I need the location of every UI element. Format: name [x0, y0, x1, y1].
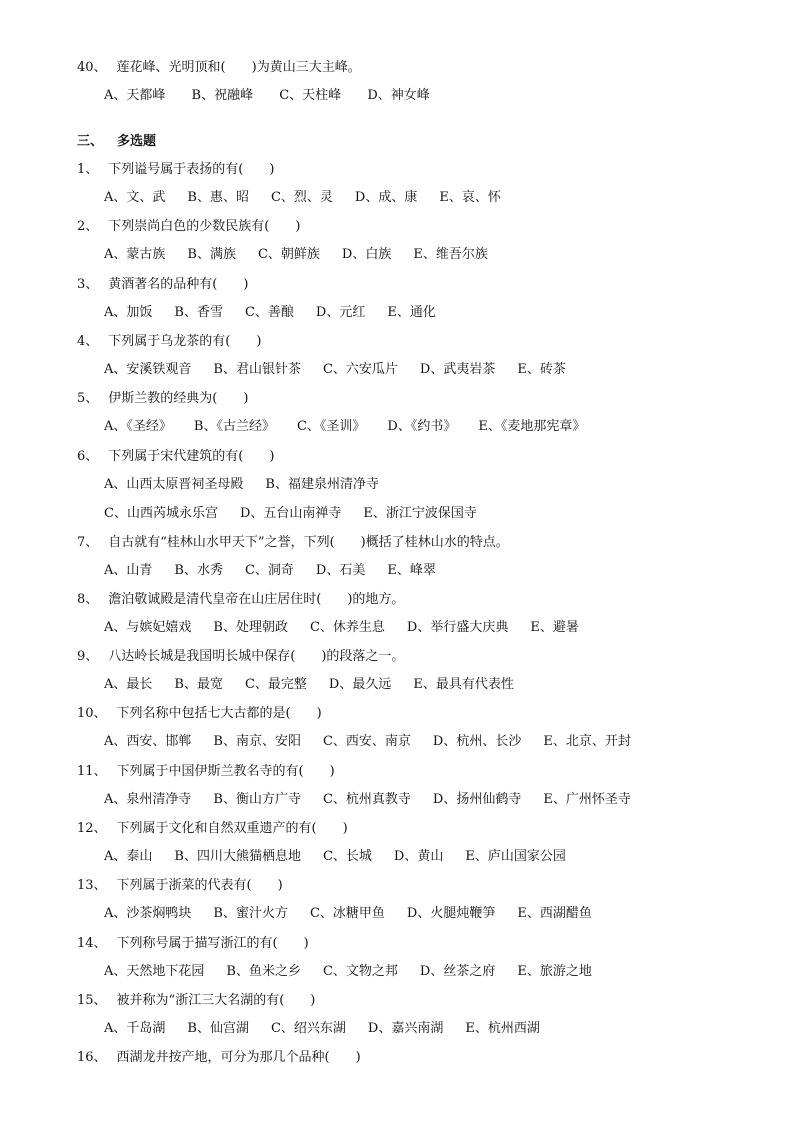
option: C、山西芮城永乐宫 [104, 505, 218, 521]
question-number: 3、 [77, 276, 99, 292]
question-14 [77, 935, 309, 953]
option: D、神女峰 [367, 88, 430, 103]
question-8 [77, 591, 404, 609]
option: D、最久远 [328, 677, 392, 693]
options-40 [104, 87, 452, 105]
option: B、君山银针茶 [213, 361, 301, 377]
options-7 [104, 562, 458, 580]
question-text: 自古就有“桂林山水甲天下”之誉，下列( )概括了桂林山水的特点。 [108, 534, 509, 550]
section-heading [77, 133, 156, 151]
option: A、加饭 [104, 304, 153, 320]
option: A、最长 [104, 677, 153, 693]
options-2 [104, 246, 510, 264]
option: E、旅游之地 [517, 963, 592, 979]
option: A、泰山 [104, 849, 153, 864]
option: C、天柱峰 [279, 88, 342, 103]
options-10 [104, 733, 653, 751]
option: C、善酿 [244, 304, 294, 320]
question-number: 5、 [77, 391, 99, 407]
question-7 [77, 534, 509, 552]
option: D、《约书》 [387, 419, 457, 435]
option: C、《圣训》 [296, 419, 366, 435]
options-14 [104, 963, 614, 981]
question-text: 下列谥号属于表扬的有( ) [108, 162, 275, 177]
question-text: 西湖龙井按产地，可分为那几个品种( ) [116, 1050, 361, 1066]
question-text: 莲花峰、光明顶和( )为黄山三大主峰。 [116, 60, 361, 75]
option: D、嘉兴南湖 [367, 1020, 444, 1036]
question-12 [77, 820, 348, 838]
option: E、通化 [387, 304, 436, 320]
option: A、西安、邯郸 [104, 734, 192, 750]
option: B、惠、昭 [187, 190, 249, 205]
option: C、烈、灵 [270, 190, 333, 205]
option: E、杭州西湖 [465, 1020, 540, 1036]
option: C、西安、南京 [322, 734, 411, 750]
question-text: 下列属于浙菜的代表有( ) [116, 878, 283, 894]
option: D、火腿炖鞭笋 [406, 906, 496, 922]
option: A、天都峰 [104, 88, 166, 103]
option: B、香雪 [174, 304, 223, 320]
option: E、《麦地那宪章》 [478, 419, 586, 435]
question-text: 被并称为“浙江三大名湖的有( ) [116, 992, 316, 1008]
options-12 [104, 848, 588, 866]
question-text: 下列崇尚白色的少数民族有( ) [108, 219, 301, 235]
option: B、鱼米之乡 [226, 963, 301, 979]
question-number: 11、 [77, 763, 107, 779]
option: B、四川大熊猫栖息地 [174, 849, 301, 864]
section-title: 多选题 [117, 134, 157, 149]
question-9 [77, 648, 404, 666]
option: C、洞奇 [244, 562, 294, 578]
option: C、杭州真教寺 [322, 791, 411, 807]
question-number: 9、 [77, 649, 99, 665]
question-1 [77, 161, 274, 179]
question-text: 伊斯兰教的经典为( ) [108, 391, 249, 407]
option: A、文、武 [104, 190, 166, 205]
option: B、最宽 [174, 677, 223, 693]
question-number: 13、 [77, 878, 107, 894]
option: A、山青 [104, 562, 153, 578]
options-4 [104, 361, 588, 379]
question-15 [77, 992, 315, 1010]
option: E、庐山国家公园 [465, 849, 566, 864]
question-11 [77, 763, 335, 781]
option: D、石美 [315, 562, 366, 578]
question-number: 16、 [77, 1050, 107, 1066]
option: A、沙茶焖鸭块 [104, 906, 192, 922]
options-6 [104, 505, 499, 523]
question-4 [77, 333, 261, 351]
option: D、白族 [341, 247, 392, 263]
option: E、砖茶 [517, 361, 566, 377]
option: E、最具有代表性 [413, 677, 514, 693]
option: B、《古兰经》 [193, 419, 275, 435]
question-text: 下列名称中包括七大古都的是( ) [116, 706, 322, 722]
options-11 [104, 791, 653, 809]
question-3 [77, 276, 248, 294]
option: A、蒙古族 [104, 247, 166, 263]
question-number: 7、 [77, 534, 99, 550]
option: B、处理朝政 [213, 619, 288, 635]
option: B、祝融峰 [191, 88, 254, 103]
question-number: 4、 [77, 333, 99, 349]
question-6 [77, 448, 274, 466]
option: D、武夷岩茶 [419, 361, 496, 377]
option: A、天然地下花园 [104, 963, 205, 979]
section-number: 三、 [77, 134, 104, 149]
option: D、五台山南禅寺 [239, 505, 342, 521]
option: B、福建泉州清净寺 [265, 476, 379, 492]
question-text: 下列属于乌龙茶的有( ) [108, 333, 262, 349]
question-text: 下列称号属于描写浙江的有( ) [116, 935, 309, 951]
option: E、北京、开封 [543, 734, 631, 750]
question-number: 10、 [77, 706, 107, 722]
options-1 [104, 189, 523, 207]
option: C、冰糖甲鱼 [309, 906, 385, 922]
option: C、休养生息 [309, 619, 385, 635]
option: D、成、康 [354, 190, 418, 205]
options-15 [104, 1020, 562, 1038]
question-number: 8、 [77, 591, 99, 607]
options-3 [104, 304, 458, 322]
option: D、杭州、长沙 [432, 734, 522, 750]
option: E、广州怀圣寺 [543, 791, 631, 807]
option: C、最完整 [244, 677, 307, 693]
option: A、与嫔妃嬉戏 [104, 619, 192, 635]
options-8 [104, 619, 601, 637]
option: D、黄山 [393, 849, 444, 864]
question-10 [77, 705, 322, 723]
option: B、南京、安阳 [213, 734, 301, 750]
option: A、千岛湖 [104, 1020, 166, 1036]
question-text: 黄酒著名的品种有( ) [108, 276, 249, 292]
question-number: 2、 [77, 219, 99, 235]
question-text: 八达岭长城是我国明长城中保存( )的段落之一。 [108, 649, 405, 665]
option: C、文物之邦 [322, 963, 398, 979]
options-13 [104, 905, 614, 923]
question-number: 6、 [77, 448, 99, 464]
question-13 [77, 877, 283, 895]
question-40 [77, 59, 361, 77]
question-16 [77, 1049, 361, 1067]
options-5 [104, 418, 607, 436]
options-9 [104, 676, 536, 694]
question-text: 下列属于文化和自然双重遗产的有( ) [116, 821, 348, 836]
question-text: 下列属于中国伊斯兰教名寺的有( ) [116, 763, 335, 779]
question-number: 15、 [77, 992, 107, 1008]
option: A、山西太原晋祠圣母殿 [104, 476, 244, 492]
option: E、峰翠 [387, 562, 436, 578]
option: B、仙宫湖 [187, 1020, 249, 1036]
option: E、哀、怀 [439, 190, 501, 205]
option: C、绍兴东湖 [270, 1020, 346, 1036]
option: E、西湖醋鱼 [517, 906, 592, 922]
option: B、蜜汁火方 [213, 906, 288, 922]
question-5 [77, 390, 248, 408]
option: E、避暑 [530, 619, 579, 635]
option: C、六安瓜片 [322, 361, 398, 377]
question-number: 12、 [77, 821, 107, 836]
question-2 [77, 218, 300, 236]
question-number: 14、 [77, 935, 107, 951]
question-number: 1、 [77, 162, 99, 177]
question-text: 澹泊敬诚殿是清代皇帝在山庄居住时( )的地方。 [108, 591, 405, 607]
option: C、朝鲜族 [257, 247, 320, 263]
question-text: 下列属于宋代建筑的有( ) [108, 448, 275, 464]
option: B、满族 [187, 247, 236, 263]
option: A、安溪铁观音 [104, 361, 192, 377]
option: A、《圣经》 [104, 419, 172, 435]
option: A、泉州清净寺 [104, 791, 192, 807]
option: E、浙江宁波保国寺 [363, 505, 477, 521]
option: D、元红 [315, 304, 366, 320]
option: E、维吾尔族 [413, 247, 488, 263]
question-number: 40、 [77, 60, 107, 75]
option: D、举行盛大庆典 [406, 619, 509, 635]
option: B、衡山方广寺 [213, 791, 301, 807]
options-6 [104, 476, 401, 494]
option: D、丝茶之府 [419, 963, 496, 979]
option: C、长城 [322, 849, 372, 864]
option: B、水秀 [174, 562, 223, 578]
option: D、扬州仙鹤寺 [432, 791, 522, 807]
